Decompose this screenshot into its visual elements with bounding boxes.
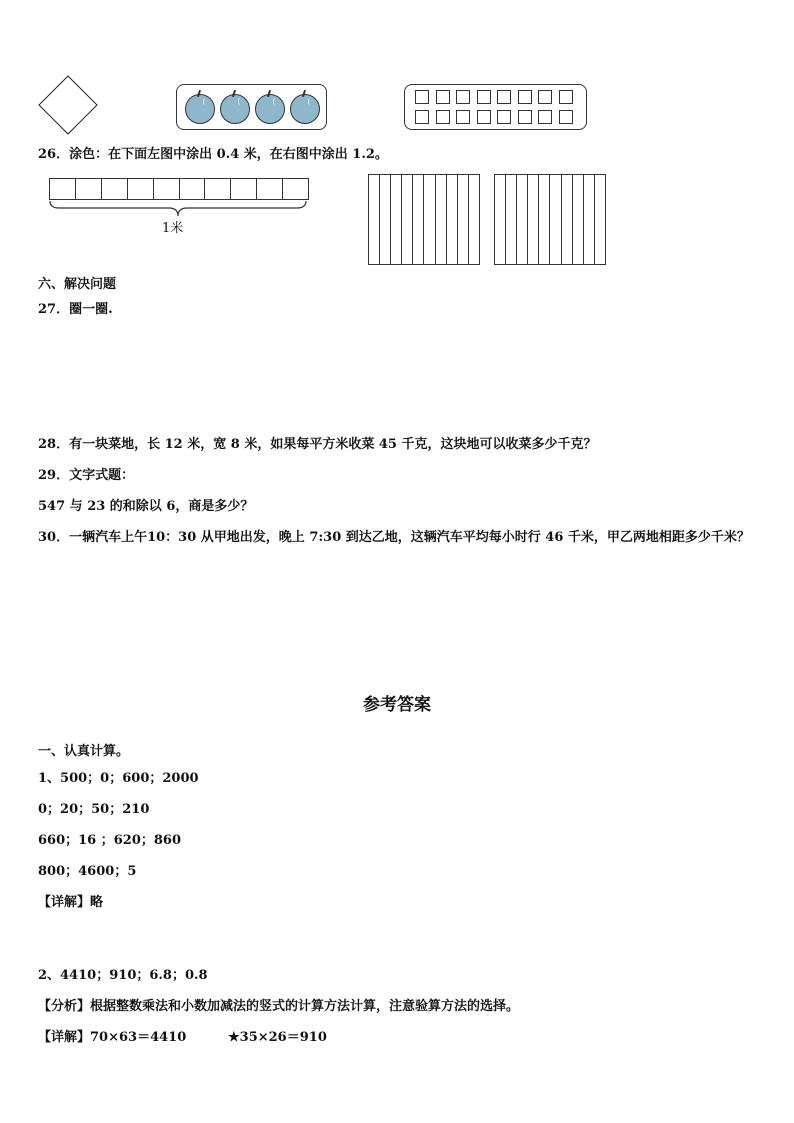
grid-column — [391, 175, 402, 264]
small-square — [436, 90, 450, 104]
answer-1-line-2: 0；20；50；210 — [38, 802, 150, 817]
answer-2-detail: 【详解】70×63＝4410 — [38, 1030, 187, 1045]
small-square — [538, 110, 552, 124]
small-square — [518, 90, 532, 104]
grid-column — [550, 175, 561, 264]
small-square — [497, 90, 511, 104]
strip-cell — [128, 179, 154, 199]
grid-column — [369, 175, 380, 264]
question-30: 30．一辆汽车上午10：30 从甲地出发，晚上 7:30 到达乙地，这辆汽车平均每小时行 46 千米，甲乙两地相距多少千米？ — [38, 530, 750, 545]
question-29-sub: 547 与 23 的和除以 6，商是多少？ — [38, 499, 254, 514]
grid-column — [562, 175, 573, 264]
small-square — [518, 110, 532, 124]
small-square — [559, 110, 573, 124]
grid-column — [402, 175, 413, 264]
diamond-shape — [38, 75, 97, 134]
apple-icon — [185, 94, 215, 124]
strip-cell — [231, 179, 257, 199]
grid-column — [495, 175, 506, 264]
grid-column — [447, 175, 458, 264]
grid-column — [595, 175, 605, 264]
section-6-heading: 六、解决问题 — [38, 277, 117, 292]
question-28: 28．有一块菜地，长 12 米，宽 8 米，如果每平方米收菜 45 千克，这块地可以收菜多少千克？ — [38, 437, 597, 452]
answers-section-1: 一、认真计算。 — [38, 744, 130, 759]
small-square — [538, 90, 552, 104]
grid-column — [458, 175, 469, 264]
strip-cell — [154, 179, 180, 199]
apple-icon — [290, 94, 320, 124]
small-square — [456, 90, 470, 104]
grid-column — [506, 175, 517, 264]
small-square — [559, 90, 573, 104]
grid-column — [539, 175, 550, 264]
meter-strip — [49, 178, 309, 200]
answer-2-line-1: 2、4410；910；6.8；0.8 — [38, 968, 208, 983]
strip-cell — [102, 179, 128, 199]
small-square — [436, 110, 450, 124]
brace-icon — [49, 200, 307, 218]
apple-group — [176, 84, 327, 130]
small-square — [415, 110, 429, 124]
answer-1-line-1: 1、500；0；600；2000 — [38, 771, 199, 786]
grid-column — [380, 175, 391, 264]
apple-icon — [255, 94, 285, 124]
answer-1-line-4: 800；4600；5 — [38, 864, 137, 879]
small-square — [415, 90, 429, 104]
small-square — [497, 110, 511, 124]
answer-1-line-3: 660；16 ；620；860 — [38, 833, 182, 848]
question-29: 29．文字式题： — [38, 468, 135, 483]
strip-cell — [76, 179, 102, 199]
grid-column — [413, 175, 424, 264]
answer-2-check: ★35×26＝910 — [228, 1030, 327, 1045]
small-square — [477, 110, 491, 124]
strip-cell — [180, 179, 206, 199]
question-27: 27．圈一圈. — [38, 302, 113, 317]
question-26: 26．涂色：在下面左图中涂出 0.4 米，在右图中涂出 1.2。 — [38, 147, 388, 162]
strip-cell — [50, 179, 76, 199]
grid-column — [528, 175, 539, 264]
small-square — [456, 110, 470, 124]
apple-icon — [220, 94, 250, 124]
grid-right — [494, 174, 606, 265]
grid-column — [584, 175, 595, 264]
square-group — [404, 84, 587, 130]
small-square — [477, 90, 491, 104]
grid-column — [424, 175, 435, 264]
grid-column — [469, 175, 479, 264]
strip-cell — [205, 179, 231, 199]
strip-cell — [283, 179, 308, 199]
grid-column — [436, 175, 447, 264]
answer-1-detail: 【详解】略 — [38, 895, 104, 910]
answer-2-analysis: 【分析】根据整数乘法和小数加减法的竖式的计算方法计算，注意验算方法的选择。 — [38, 999, 520, 1014]
grid-column — [573, 175, 584, 264]
meter-label: 1米 — [162, 221, 184, 236]
strip-cell — [257, 179, 283, 199]
grid-left — [368, 174, 480, 265]
grid-column — [517, 175, 528, 264]
answers-title: 参考答案 — [363, 695, 431, 715]
